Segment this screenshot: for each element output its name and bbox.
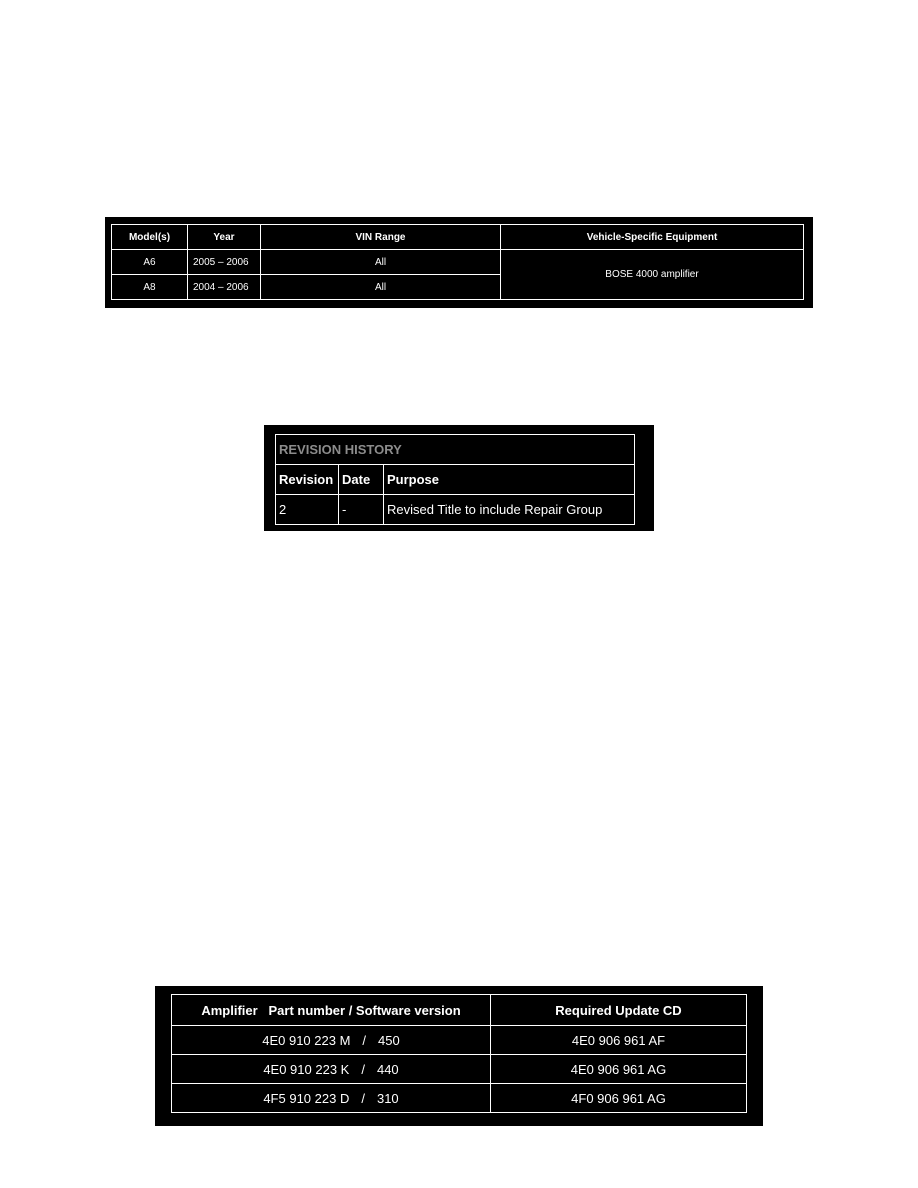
applicability-header-row	[112, 225, 804, 250]
header-purpose: Purpose	[384, 465, 635, 495]
header-vin-range: VIN Range	[261, 225, 501, 250]
model-cell: A8	[112, 275, 188, 300]
header-date: Date	[339, 465, 384, 495]
date-cell: -	[339, 495, 384, 525]
software-version: 450	[378, 1032, 400, 1048]
table-row	[172, 1026, 747, 1055]
amplifier-table	[171, 994, 747, 1113]
part-number-cell	[172, 1084, 491, 1113]
table-row	[172, 1055, 747, 1084]
separator: /	[362, 1032, 367, 1048]
update-cd-cell: 4F0 906 961 AG	[491, 1084, 747, 1113]
table-row	[276, 495, 635, 525]
revision-title-row	[276, 435, 635, 465]
amplifier-panel	[155, 986, 763, 1126]
update-cd-cell: 4E0 906 961 AG	[491, 1055, 747, 1084]
part-number: 4F5 910 223 D	[263, 1090, 350, 1106]
model-cell: A6	[112, 250, 188, 275]
equipment-cell: BOSE 4000 amplifier	[501, 250, 804, 300]
revision-history-panel	[264, 425, 654, 531]
vin-cell: All	[261, 275, 501, 300]
revision-history-table	[275, 434, 635, 525]
revision-header-row	[276, 465, 635, 495]
applicability-table	[111, 224, 804, 300]
update-cd-cell: 4E0 906 961 AF	[491, 1026, 747, 1055]
part-number-cell	[172, 1055, 491, 1084]
amplifier-header-row	[172, 995, 747, 1026]
separator: /	[361, 1061, 365, 1077]
part-number: 4E0 910 223 K	[263, 1061, 350, 1077]
header-year: Year	[188, 225, 261, 250]
header-equipment: Vehicle-Specific Equipment	[501, 225, 804, 250]
table-row	[172, 1084, 747, 1113]
header-part-number: Amplifier Part number / Software version	[172, 995, 491, 1026]
part-number: 4E0 910 223 M	[262, 1032, 351, 1048]
vin-cell: All	[261, 250, 501, 275]
header-update-cd: Required Update CD	[491, 995, 747, 1026]
revision-cell: 2	[276, 495, 339, 525]
separator: /	[361, 1090, 365, 1106]
year-cell: 2005 – 2006	[188, 250, 261, 275]
software-version: 310	[376, 1090, 399, 1106]
part-number-cell	[172, 1026, 491, 1055]
header-models: Model(s)	[112, 225, 188, 250]
header-revision: Revision	[276, 465, 339, 495]
purpose-cell: Revised Title to include Repair Group	[384, 495, 635, 525]
revision-history-title: REVISION HISTORY	[276, 435, 635, 465]
applicability-panel	[105, 217, 813, 308]
software-version: 440	[376, 1061, 399, 1077]
year-cell: 2004 – 2006	[188, 275, 261, 300]
table-row	[112, 250, 804, 275]
